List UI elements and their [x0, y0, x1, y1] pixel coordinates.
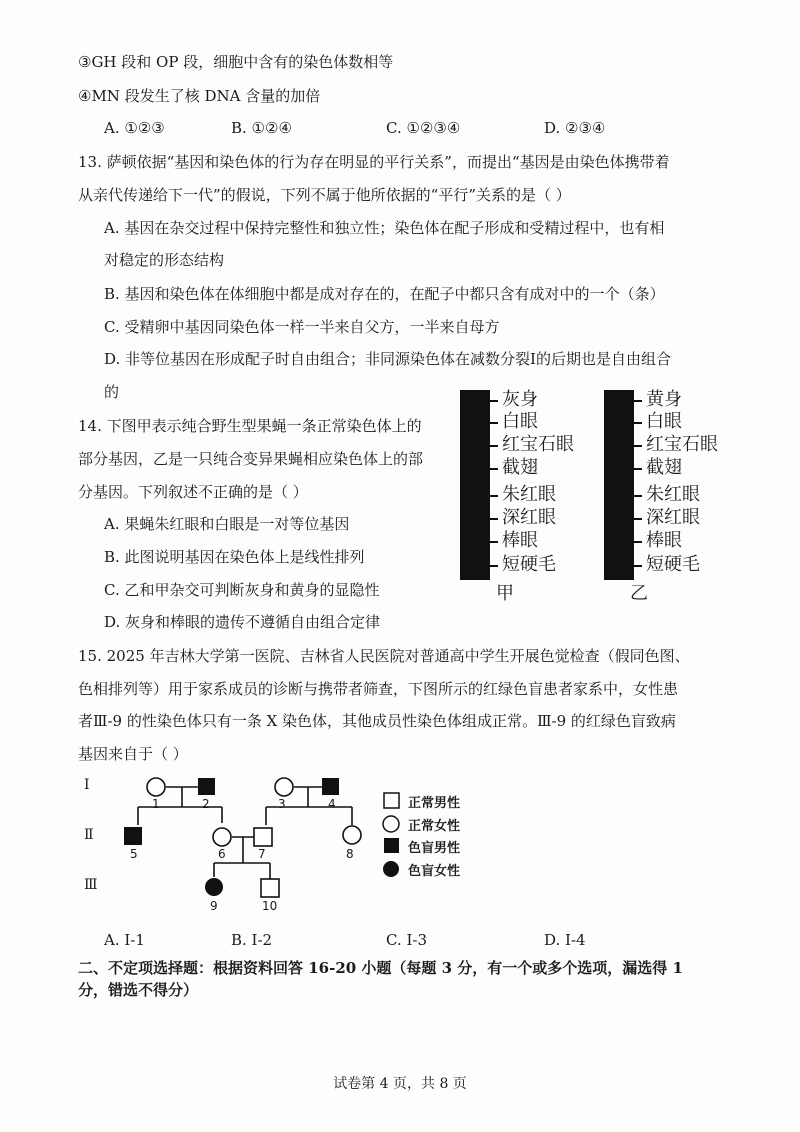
q14-stem-line2: 部分基因，乙是一只纯合变异果蝇相应染色体上的部: [78, 450, 424, 468]
legend-colorblind-male-label: 色盲男性: [408, 841, 461, 856]
chromosome_yi-gene-label: 截翅: [646, 457, 682, 478]
legend-normal-female-label: 正常女性: [408, 819, 461, 834]
chromosome_jia-gene-tick: [478, 518, 498, 520]
q13-option-a-line1: A. 基因在杂交过程中保持完整性和独立性；染色体在配子形成和受精过程中，也有相: [104, 219, 665, 237]
chromosome_jia-gene-tick: [478, 565, 498, 567]
q14-option-a: A. 果蝇朱红眼和白眼是一对等位基因: [104, 515, 350, 533]
q15-option-c: C. Ⅰ-3: [386, 931, 428, 949]
chromosome_jia-gene-tick: [478, 468, 498, 470]
member-number-9: 9: [210, 899, 218, 913]
chromosome_yi-gene-tick: [622, 565, 642, 567]
chromosome-jia-label: 甲: [496, 583, 514, 604]
member-number-2: 2: [202, 797, 210, 811]
chromosome_jia-gene-tick: [478, 495, 498, 497]
q14-option-b: B. 此图说明基因在染色体上是线性排列: [104, 548, 365, 566]
pedigree-legend-symbols: [382, 791, 406, 887]
chromosome_yi-gene-label: 深红眼: [646, 507, 700, 528]
chromosome_yi-gene-tick: [622, 518, 642, 520]
chromosome_jia-gene-label: 短硬毛: [502, 554, 556, 575]
member-7-normal-male: [254, 828, 272, 846]
member-number-7: 7: [258, 847, 266, 861]
legend-normal-male-label: 正常男性: [408, 796, 461, 811]
chromosome_yi-gene-tick: [622, 541, 642, 543]
q12-item-4: ④MN 段发生了核 DNA 含量的加倍: [78, 87, 321, 105]
chromosome_yi-gene-tick: [622, 422, 642, 424]
member-10-normal-male: [261, 879, 279, 897]
legend-colorblind-female-label: 色盲女性: [408, 864, 461, 879]
generation-label-2: Ⅱ: [84, 827, 94, 843]
generation-label-1: Ⅰ: [84, 777, 90, 793]
q15-option-b: B. Ⅰ-2: [231, 931, 273, 949]
q13-option-c: C. 受精卵中基因同染色体一样一半来自父方，一半来自母方: [104, 318, 500, 336]
member-number-8: 8: [346, 847, 354, 861]
page-footer: 试卷第 4 页，共 8 页: [333, 1076, 467, 1092]
q15-stem-line2: 色相排列等）用于家系成员的诊断与携带者筛查，下图所示的红绿色盲患者家系中，女性患: [78, 680, 679, 698]
chromosome-yi-bar: [604, 390, 634, 580]
q12-option-b: B. ①②④: [231, 119, 292, 137]
q14-option-d: D. 灰身和棒眼的遗传不遵循自由组合定律: [104, 613, 381, 631]
q15-stem-line1: 15. 2025 年吉林大学第一医院、吉林省人民医院对普通高中学生开展色觉检查（假同色图、: [78, 647, 690, 665]
legend-colorblind-male-symbol: [384, 838, 399, 853]
legend-normal-male-symbol: [384, 793, 399, 808]
member-6-normal-female: [213, 828, 231, 846]
chromosome_yi-gene-label: 红宝石眼: [646, 434, 718, 455]
chromosome_jia-gene-tick: [478, 400, 498, 402]
chromosome_yi-gene-tick: [622, 400, 642, 402]
chromosome_yi-gene-label: 白眼: [646, 411, 682, 432]
member-3-normal-female: [275, 778, 293, 796]
member-number-5: 5: [130, 847, 138, 861]
pedigree-chart: [70, 765, 490, 925]
chromosome_jia-gene-tick: [478, 445, 498, 447]
legend-normal-female-symbol: [383, 816, 399, 832]
section2-heading-line2: 分，错选不得分）: [78, 981, 199, 999]
chromosome_yi-gene-label: 短硬毛: [646, 554, 700, 575]
chromosome_yi-gene-label: 棒眼: [646, 530, 682, 551]
member-5-colorblind-male: [124, 827, 142, 845]
member-4-colorblind-male: [322, 778, 339, 795]
q13-stem-line2: 从亲代传递给下一代”的假说，下列不属于他所依据的“平行”关系的是（ ）: [78, 186, 571, 204]
legend-colorblind-female-symbol: [383, 861, 399, 877]
q12-option-d: D. ②③④: [544, 119, 606, 137]
chromosome_jia-gene-label: 朱红眼: [502, 484, 556, 505]
q13-option-d-line2: 的: [104, 383, 120, 401]
member-number-3: 3: [278, 797, 286, 811]
member-number-1: 1: [152, 797, 160, 811]
q15-stem-line4: 基因来自于（ ）: [78, 745, 188, 763]
section2-heading-line1: 二、不定项选择题：根据资料回答 16-20 小题（每题 3 分，有一个或多个选项，漏选得 1: [78, 959, 683, 977]
q14-stem-line3: 分基因。下列叙述不正确的是（ ）: [78, 483, 308, 501]
q13-option-d-line1: D. 非等位基因在形成配子时自由组合；非同源染色体在减数分裂Ⅰ的后期也是自由组合: [104, 350, 671, 368]
chromosome_jia-gene-label: 红宝石眼: [502, 434, 574, 455]
q13-stem-line1: 13. 萨顿依据“基因和染色体的行为存在明显的平行关系”，而提出“基因是由染色体携带着: [78, 153, 670, 171]
q12-option-a: A. ①②③: [104, 119, 165, 137]
member-number-6: 6: [218, 847, 226, 861]
chromosome_jia-gene-tick: [478, 422, 498, 424]
chromosome_yi-gene-label: 朱红眼: [646, 484, 700, 505]
chromosome_jia-gene-label: 白眼: [502, 411, 538, 432]
member-1-normal-female: [147, 778, 165, 796]
chromosome_yi-gene-tick: [622, 445, 642, 447]
member-8-normal-female: [343, 826, 361, 844]
q13-option-b: B. 基因和染色体在体细胞中都是成对存在的，在配子中都只含有成对中的一个（条）: [104, 285, 665, 303]
q15-option-d: D. Ⅰ-4: [544, 931, 586, 949]
q15-option-a: A. Ⅰ-1: [104, 931, 145, 949]
chromosome-jia-bar: [460, 390, 490, 580]
member-9-colorblind-female: [205, 878, 223, 896]
chromosome_jia-gene-label: 棒眼: [502, 530, 538, 551]
q14-stem-line1: 14. 下图甲表示纯合野生型果蝇一条正常染色体上的: [78, 417, 422, 435]
q12-item-3: ③GH 段和 OP 段，细胞中含有的染色体数相等: [78, 53, 394, 71]
member-number-10: 10: [262, 899, 278, 913]
chromosome-yi-label: 乙: [630, 583, 648, 604]
chromosome_yi-gene-tick: [622, 468, 642, 470]
chromosome-yi: [604, 390, 754, 610]
member-number-4: 4: [328, 797, 336, 811]
chromosome_jia-gene-label: 灰身: [502, 389, 538, 410]
q13-option-a-line2: 对稳定的形态结构: [104, 251, 225, 269]
chromosome_jia-gene-label: 深红眼: [502, 507, 556, 528]
chromosome_jia-gene-label: 截翅: [502, 457, 538, 478]
chromosome-jia: [460, 390, 610, 610]
chromosome_yi-gene-label: 黄身: [646, 389, 682, 410]
generation-label-3: Ⅲ: [84, 877, 98, 893]
chromosome_yi-gene-tick: [622, 495, 642, 497]
chromosome_jia-gene-tick: [478, 541, 498, 543]
q15-stem-line3: 者Ⅲ-9 的性染色体只有一条 X 染色体，其他成员性染色体组成正常。Ⅲ-9 的红绿色盲致病: [78, 712, 676, 730]
q14-option-c: C. 乙和甲杂交可判断灰身和黄身的显隐性: [104, 581, 380, 599]
member-2-colorblind-male: [198, 778, 215, 795]
q12-option-c: C. ①②③④: [386, 119, 461, 137]
